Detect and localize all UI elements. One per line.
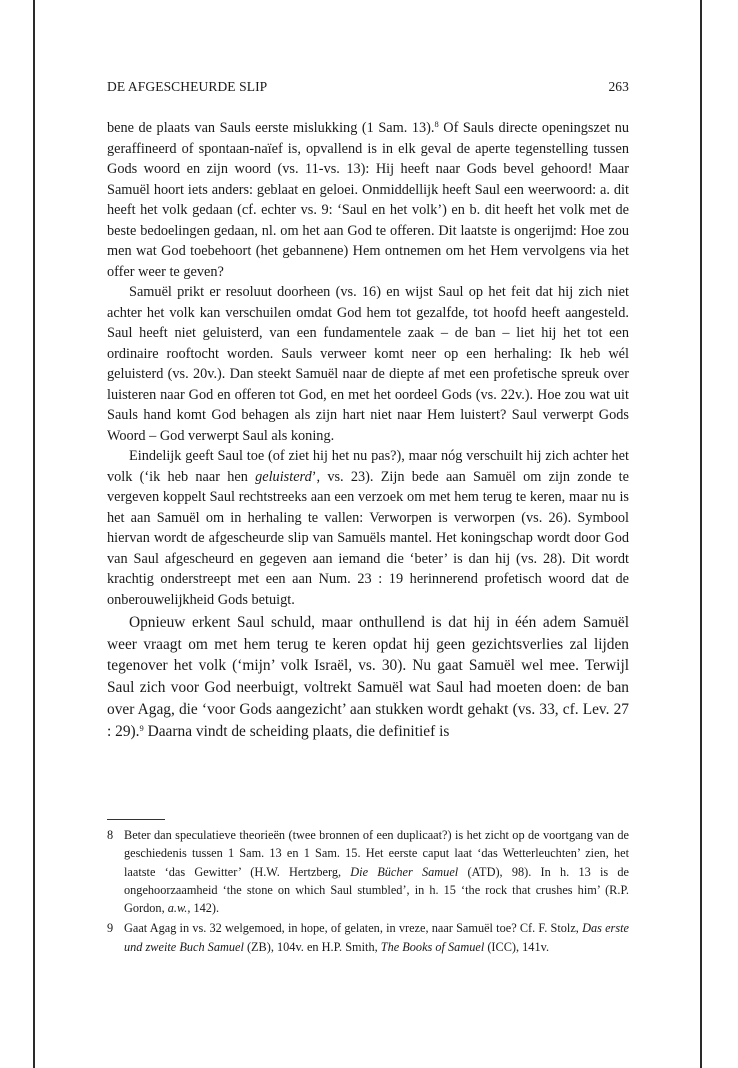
paragraph-1-text-a: bene de plaats van Sauls eerste mislukking (1 Sam. 13).: [107, 120, 435, 136]
footnote-ref-9[interactable]: 9: [139, 722, 144, 733]
paragraph-3-text-b: ’, vs. 23). Zijn bede aan Samuël om zijn zonde te vergeven koppelt Saul rechtstreeks aan een verzoek om met hem terug te keren, maar nu is het aan Samuël om in herhaling te vallen: Verworpen is verworpen (vs. 26). Symbool hiervan wordt de afgescheurde slip van Samuëls mantel. Het koningschap wordt door God van Saul afgescheurd en gegeven aan iemand die ‘beter’ is dan hij (vs. 28). Dit wordt krachtig onderstreept met een aan Num. 23 : 19 herinnerend profetisch woord dat de onberouwelijkheid Gods betuigt.: [107, 468, 629, 608]
paragraph-4-text-b: Daarna vindt de scheiding plaats, die definitief is: [143, 722, 450, 740]
footnote-9: [107, 919, 629, 956]
abbreviation: a.w.: [167, 901, 188, 916]
footnote-ref-8[interactable]: 8: [434, 119, 439, 129]
paragraph-2: Samuël prikt er resoluut doorheen (vs. 16) en wijst Saul op het feit dat hij zich niet achter het volk kan verschuilen omdat God hem tot gezalfde, tot hoofd heeft aangesteld. Saul heeft niet geluisterd, van een fundamentele zaak – de ban – liet hij het tot een ordinaire rooftocht worden. Sauls verweer komt neer op een herhaling: Ik heb wél geluisterd (vs. 20v.). Dan steekt Samuël naar de diepte af met een profetische spreuk over luisteren naar God en offeren tot God, en met het oordeel Gods (vs. 22v.). Hoe zou wat uit Sauls hand komt God behagen als zijn hart niet naar Hem luistert? Saul verwerpt Gods Woord – God verwerpt Saul als koning.: [107, 284, 629, 444]
page-number: 263: [608, 79, 629, 94]
running-header: [107, 79, 629, 95]
book-title: Die Bücher Samuel: [350, 864, 459, 879]
left-page-edge: [33, 0, 35, 1068]
paragraph-1: [107, 118, 629, 282]
book-title: Das erste und zweite Buch Samuel: [124, 921, 629, 954]
footnote-separator: [107, 819, 165, 820]
paragraph-4: [107, 612, 629, 742]
footnote-9-number: 9: [107, 921, 114, 936]
paragraph-3-text-a: Eindelijk geeft Saul toe (of ziet hij het nu pas?), maar nóg verschuilt hij zich achter het volk (‘ik heb naar hen: [107, 448, 629, 485]
running-title: DE AFGESCHEURDE SLIP: [107, 79, 268, 94]
right-page-edge: [700, 0, 702, 1068]
footnote-9-text: Gaat Agag in vs. 32 welgemoed, in hope, of gelaten, in vreze, naar Samuël toe? Cf. F. Stolz, Das erste und zweite Buch Samuel (ZB), 104v. en H.P. Smith, The Books of Samuel (ICC), 141v.: [124, 921, 629, 954]
footnote-8-number: 8: [107, 828, 114, 842]
footnote-8-text: Beter dan speculatieve theorieën (twee bronnen of een duplicaat?) is het zicht op de voortgang van de geschiedenis tussen 1 Sam. 13 en 1 Sam. 15. Het eerste caput laat ‘das Wetterleuchten’ zien, het laatste ‘das Gewitter’ (H.W. Hertzberg, Die Bücher Samuel (ATD), 98). In h. 13 is de ongehoorzaamheid ‘the stone on which Saul stumbled’, in h. 15 ‘the rock that crushes him’ (R.P. Gordon, a.w., 142).: [124, 828, 629, 916]
paragraph-3-emphasis: geluisterd: [255, 468, 312, 485]
footnote-8: [107, 826, 629, 917]
paragraph-4-text-a: Opnieuw erkent Saul schuld, maar onthullend is dat hij in één adem Samuël weer vraagt om met hem terug te keren opdat hij geen gezichtsverlies zal lijden tegenover het volk (‘mijn’ volk Israël, vs. 30). Nu gaat Samuël wel mee. Terwijl Saul zich voor God neerbuigt, voltrekt Samuël wat Saul had moeten doen: de ban over Agag, die ‘voor Gods aangezicht’ aan stukken wordt gehakt (vs. 33, cf. Lev. 27 : 29).: [107, 614, 629, 740]
paragraph-3: [107, 446, 629, 610]
body-text: [107, 118, 629, 742]
footnotes: [107, 826, 629, 958]
paragraph-1-text-b: Of Sauls directe openingszet nu geraffineerd of spontaan-naïef is, opvallend is in elk geval de aperte tegenstelling tussen Gods woord en zijn woord (vs. 11-vs. 13): Hij heeft naar Gods bevel gehoord! Maar Samuël hoort iets anders: geblaat en geloei. Onmiddellijk heeft Saul een weerwoord: a. dit heeft het volk gedaan (cf. echter vs. 9: ‘Saul en het volk’) en b. dit heeft het volk met de beste bedoelingen gedaan, nl. om het aan God te offeren. Dit laatste is ongerijmd: Hoe zou men wat God toebehoort (het gebannene) Hem ontnemen om het Hem vervolgens via het offer weer te geven?: [107, 120, 629, 280]
book-title: The Books of Samuel: [380, 939, 485, 954]
